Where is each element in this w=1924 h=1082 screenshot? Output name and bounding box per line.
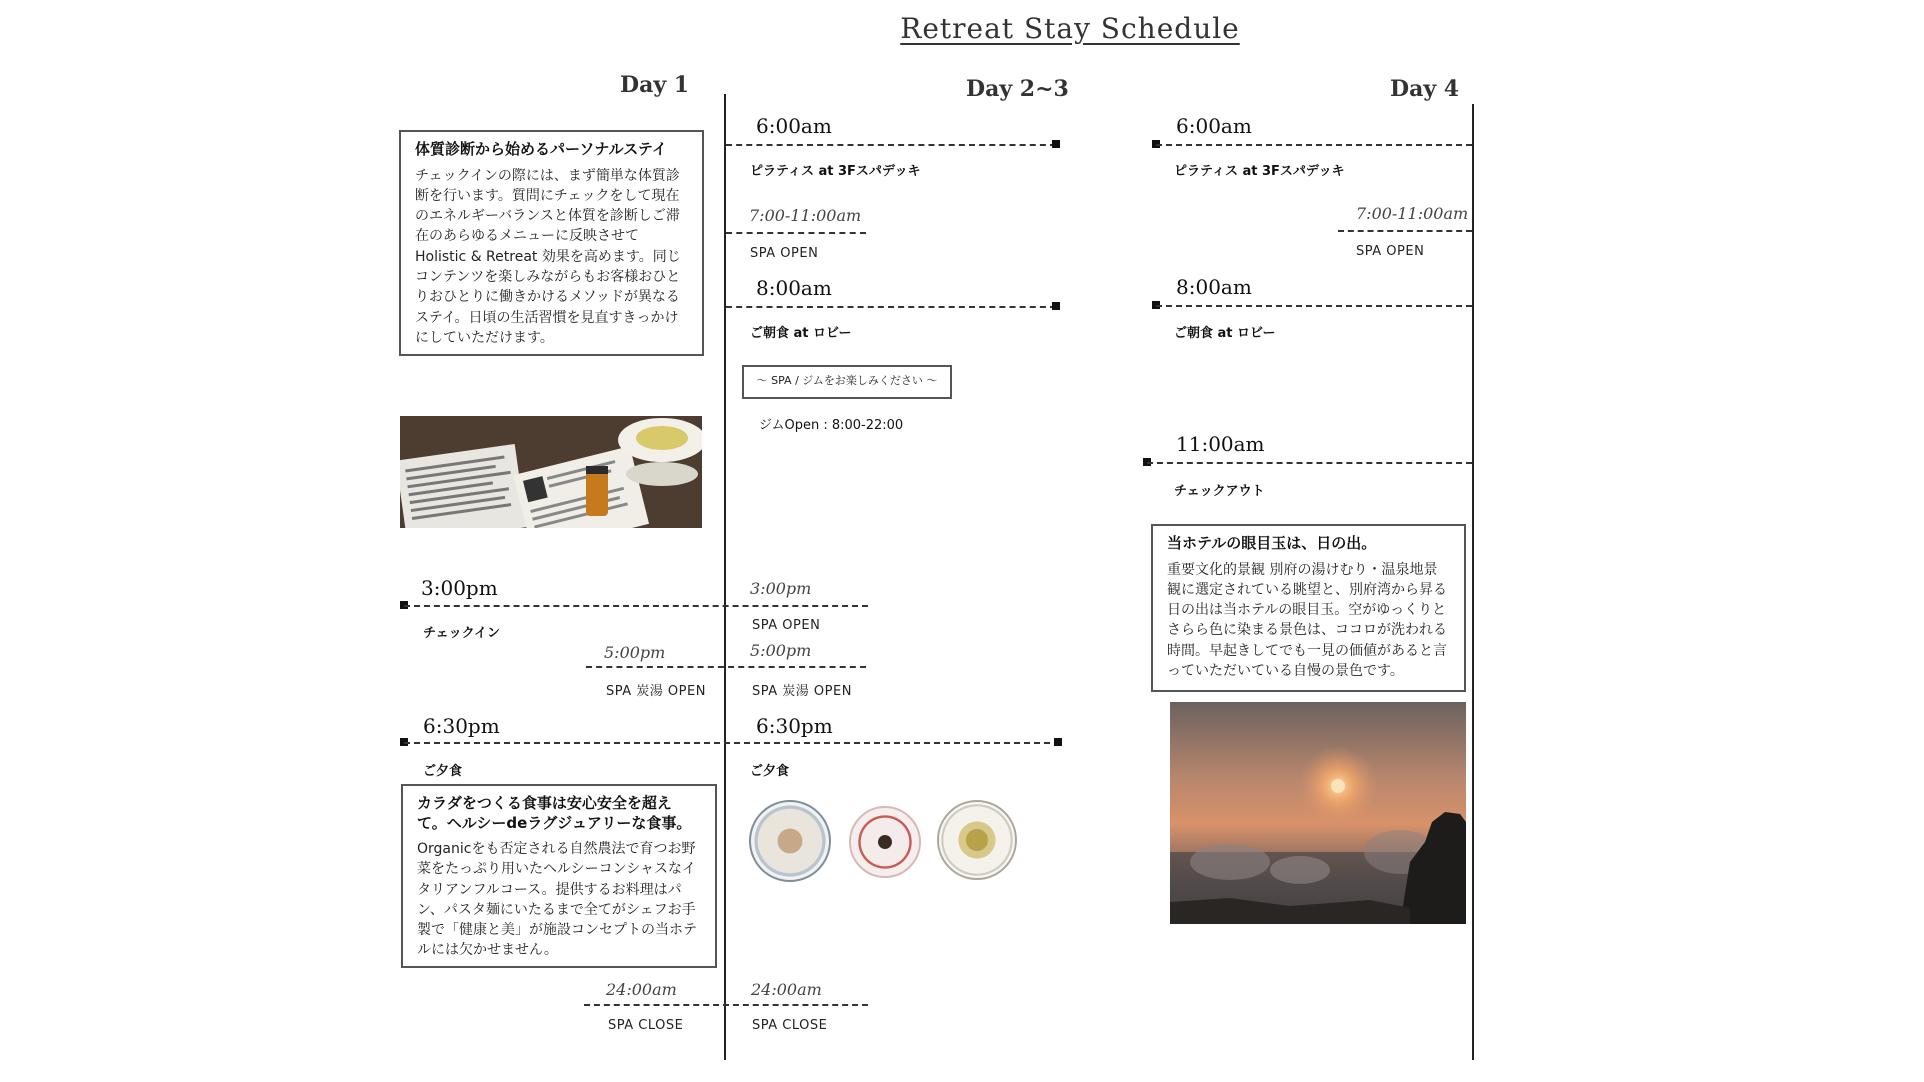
day4-t4-time: 11:00am [1176, 432, 1265, 456]
dinner-box-heading: カラダをつくる食事は安心安全を超えて。ヘルシーdeラグジュアリーな食事。 [417, 794, 692, 832]
sunrise-box-body: 重要文化的景観 別府の湯けむり・温泉地景観に選定されている眺望と、別府湾から昇る日の出は当ホテルの眼目玉。空がゆっくりとさらら色に染まる景色は、ココロが洗われる時間。早起きしてでも一見の価値があると言っていただいている自慢の景色です。 [1167, 561, 1447, 679]
day4-t4-label: チェックアウト [1174, 484, 1265, 499]
day23-header: Day 2~3 [966, 76, 1069, 102]
tea-photo [400, 416, 702, 528]
dinner-box-body: Organicをも否定される自然農法で育つお野菜をたっぷり用いたヘルシーコンシャスなイタリアンフルコース。提供するお料理はパン、パスタ麺にいたるまで全てがシェフお手製で「健康と美」が施設コンセプトの当ホテルには欠かせません。 [417, 841, 697, 959]
day23-t4-time: 3:00pm [750, 579, 812, 598]
day4-t3-time: 8:00am [1176, 275, 1252, 299]
day1-intro-box [399, 130, 704, 356]
sunrise-photo [1170, 702, 1466, 924]
day1-dinner-time: 6:30pm [423, 714, 500, 738]
day23-t1-line [726, 144, 1056, 146]
day23-t5-label: SPA 炭湯 OPEN [752, 684, 852, 699]
day4-t4-line [1147, 462, 1472, 464]
day23-t7-label: SPA CLOSE [752, 1018, 828, 1033]
page-title: Retreat Stay Schedule [900, 12, 1240, 45]
day4-t2-line [1338, 230, 1472, 232]
day4-t1-time: 6:00am [1176, 114, 1252, 138]
day1-checkin-time: 3:00pm [421, 576, 498, 600]
day1-header: Day 1 [620, 72, 690, 98]
day1-close-time: 24:00am [606, 980, 677, 999]
dish-2-photo [849, 806, 921, 878]
day23-t5-time: 5:00pm [750, 641, 812, 660]
day4-t2-label: SPA OPEN [1356, 244, 1425, 259]
day23-t7-time: 24:00am [751, 980, 822, 999]
day4-sunrise-box [1151, 524, 1466, 692]
day1-spa-line [586, 666, 866, 668]
day4-t2-time: 7:00-11:00am [1356, 204, 1469, 223]
day4-t1-line [1156, 144, 1472, 146]
day23-t1-label: ピラティス at 3Fスパデッキ [750, 164, 921, 179]
day23-t3-time: 8:00am [756, 276, 832, 300]
day1-spa-label: SPA 炭湯 OPEN [606, 684, 706, 699]
day4-header: Day 4 [1390, 76, 1460, 102]
day23-t3-label: ご朝食 at ロビー [750, 326, 852, 341]
day23-t4-label: SPA OPEN [752, 618, 821, 633]
day1-checkin-line [404, 605, 868, 607]
day1-dinner-label: ご夕食 [423, 764, 463, 779]
intro-box-heading: 体質診断から始めるパーソナルステイ [415, 140, 667, 158]
day23-t6-time: 6:30pm [756, 714, 833, 738]
day23-t6-label: ご夕食 [750, 764, 790, 779]
day4-t3-line [1156, 305, 1472, 307]
spa-gym-note: ～ SPA / ジムをお楽しみください ～ [742, 365, 952, 399]
day1-close-line [584, 1004, 868, 1006]
day4-t3-label: ご朝食 at ロビー [1174, 326, 1276, 341]
gym-hours: ジムOpen : 8:00-22:00 [759, 418, 904, 433]
day1-checkin-label: チェックイン [423, 626, 500, 641]
day23-t3-line [726, 306, 1056, 308]
day23-t2-time: 7:00-11:00am [749, 206, 862, 225]
dinner-line [404, 742, 1060, 744]
day23-t1-dot [1052, 140, 1060, 148]
day23-t2-line [726, 232, 866, 234]
day1-dinner-box [401, 784, 717, 968]
sunrise-box-heading: 当ホテルの眼目玉は、日の出。 [1167, 534, 1377, 552]
intro-box-body: チェックインの際には、まず簡単な体質診断を行います。質問にチェックをして現在のエネルギーバランスと体質を診断しご滞在のあらゆるメニューに反映させてHolistic & Retreat 効果を高めます。同じコンテンツを楽しみながらもお客様おひとりおひとりに働きかけるメソッドが異なるステイ。日頃の生活習慣を見直すきっかけにしていただけます。 [415, 167, 681, 346]
dish-3-photo [937, 800, 1017, 880]
day23-t3-dot [1052, 302, 1060, 310]
day4-t1-label: ピラティス at 3Fスパデッキ [1174, 164, 1345, 179]
day1-close-label: SPA CLOSE [608, 1018, 684, 1033]
day4-divider-line [1472, 104, 1474, 1060]
day23-t2-label: SPA OPEN [750, 246, 819, 261]
dish-1-photo [749, 800, 831, 882]
day23-dinner-dot [1054, 738, 1062, 746]
day1-spa-time: 5:00pm [604, 643, 666, 662]
day1-divider-line [724, 94, 726, 1060]
day23-t1-time: 6:00am [756, 114, 832, 138]
